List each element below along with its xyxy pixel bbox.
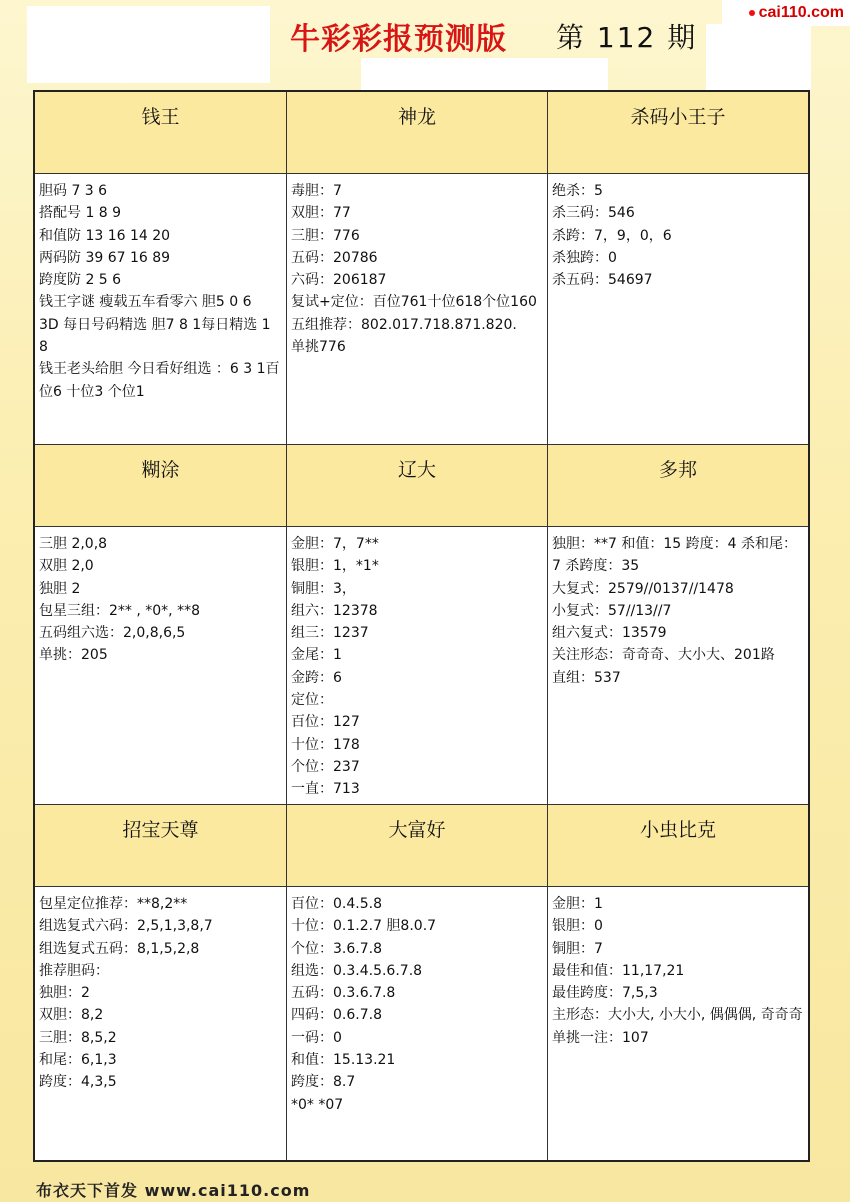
prediction-line: 三胆：776 xyxy=(291,227,360,244)
prediction-line: 杀三码：546 xyxy=(552,205,635,222)
expert-cell xyxy=(35,92,287,445)
prediction-line: 跨度：8.7 xyxy=(291,1074,356,1091)
prediction-line: 三胆：8,5,2 xyxy=(39,1029,117,1046)
blank-patch-left xyxy=(27,6,270,83)
prediction-line: 主形态：大小大, 小大小, 偶偶偶, 奇奇奇 xyxy=(552,1007,803,1024)
expert-predictions xyxy=(35,887,286,1098)
prediction-line: 最佳跨度：7,5,3 xyxy=(552,985,658,1002)
prediction-line: 搭配号 1 8 9 xyxy=(39,205,122,222)
prediction-line: 金胆：1 xyxy=(552,896,603,912)
prediction-line: 个位：237 xyxy=(291,758,360,775)
prediction-line: 独胆 2 xyxy=(39,580,81,597)
prediction-line: 胆码 7 3 6 xyxy=(39,183,108,199)
issue-number: 第 112 期 xyxy=(556,21,698,54)
logo-text: cai110.com xyxy=(758,4,844,21)
prediction-line: 钱王老头给胆 今日看好组选 ：6 3 1百位6 十位3 个位1 xyxy=(39,361,280,400)
expert-name: 招宝天尊 xyxy=(35,805,286,887)
expert-predictions xyxy=(548,887,808,1053)
prediction-line: 五码组六选：2,0,8,6,5 xyxy=(39,625,186,642)
expert-name: 糊涂 xyxy=(35,445,286,527)
prediction-line: 跨度：4,3,5 xyxy=(39,1074,117,1091)
prediction-line: 双胆 2,0 xyxy=(39,558,94,575)
prediction-line: 五码：0.3.6.7.8 xyxy=(291,985,396,1002)
prediction-line: 双胆：8,2 xyxy=(39,1007,104,1024)
prediction-line: 组六：12378 xyxy=(291,602,378,619)
page-title: 牛彩彩报预测版 xyxy=(290,22,507,57)
prediction-line: 十位：0.1.2.7 胆8.0.7 xyxy=(291,918,437,935)
prediction-line: 四码：0.6.7.8 xyxy=(291,1007,382,1024)
expert-name: 多邦 xyxy=(548,445,808,527)
prediction-line: 金胆：7，7** xyxy=(291,536,379,552)
prediction-line: 杀独跨：0 xyxy=(552,249,617,266)
expert-predictions xyxy=(35,527,286,671)
prediction-line: 金跨：6 xyxy=(291,669,342,686)
prediction-line: 钱王字谜 瘦载五车看零六 胆5 0 6 xyxy=(39,294,252,311)
expert-predictions xyxy=(287,527,547,805)
prediction-line: 组选复式五码：8,1,5,2,8 xyxy=(39,940,200,957)
prediction-line: 三胆 2,0,8 xyxy=(39,536,108,552)
prediction-line: 和值防 13 16 14 20 xyxy=(39,227,171,244)
expert-name: 大富好 xyxy=(287,805,547,887)
blank-patch-right xyxy=(706,24,811,90)
prediction-line: 两码防 39 67 16 89 xyxy=(39,249,171,266)
prediction-line: 跨度防 2 5 6 xyxy=(39,272,122,289)
expert-predictions xyxy=(548,174,808,295)
expert-predictions xyxy=(287,174,547,362)
prediction-line: 和尾：6,1,3 xyxy=(39,1052,117,1069)
prediction-line: 包星三组：2** , *0*, **8 xyxy=(39,602,200,619)
prediction-line: 独胆：**7 和值：15 跨度：4 杀和尾：7 杀跨度：35 xyxy=(552,536,797,575)
footer-credit: 布衣天下首发 www.cai110.com xyxy=(36,1181,311,1200)
expert-cell xyxy=(548,445,808,805)
prediction-line: 组三：1237 xyxy=(291,625,369,642)
prediction-line: 独胆：2 xyxy=(39,985,90,1002)
expert-cell xyxy=(287,92,548,445)
prediction-line: 和值：15.13.21 xyxy=(291,1052,396,1069)
prediction-line: 五码：20786 xyxy=(291,249,378,266)
prediction-line: 小复式：57//13//7 xyxy=(552,602,672,619)
prediction-line: 银胆：1，*1* xyxy=(291,558,379,575)
prediction-line: 金尾：1 xyxy=(291,647,342,664)
prediction-line: 五组推荐：802.017.718.871.820. xyxy=(291,316,517,333)
prediction-line: 单挑776 xyxy=(291,339,346,356)
expert-name: 小虫比克 xyxy=(548,805,808,887)
expert-name: 辽大 xyxy=(287,445,547,527)
prediction-line: 百位：127 xyxy=(291,714,360,731)
expert-predictions xyxy=(35,174,286,407)
prediction-line: 大复式：2579//0137//1478 xyxy=(552,580,734,597)
prediction-line: 杀跨：7，9，0，6 xyxy=(552,227,672,244)
prediction-line: 银胆：0 xyxy=(552,918,603,935)
prediction-line: 一码：0 xyxy=(291,1029,342,1046)
blank-patch-middle xyxy=(361,58,608,91)
prediction-line: 杀五码：54697 xyxy=(552,272,653,289)
logo-dot-icon xyxy=(749,10,755,16)
prediction-line: 关注形态：奇奇奇、大小大、201路 xyxy=(552,647,775,664)
prediction-line: 铜胆：3， xyxy=(291,580,356,597)
prediction-line: 一直：713 xyxy=(291,781,360,798)
expert-predictions xyxy=(548,527,808,693)
prediction-line: 毒胆：7 xyxy=(291,183,342,199)
prediction-line: 十位：178 xyxy=(291,736,360,753)
expert-predictions xyxy=(287,887,547,1120)
expert-cell xyxy=(548,92,808,445)
prediction-line: 单挑：205 xyxy=(39,647,108,664)
prediction-line: 组选复式六码：2,5,1,3,8,7 xyxy=(39,918,213,935)
prediction-line: 绝杀：5 xyxy=(552,183,603,199)
prediction-line: 六码：206187 xyxy=(291,272,387,289)
prediction-line: 最佳和值：11,17,21 xyxy=(552,962,685,979)
prediction-line: 包星定位推荐：**8,2** xyxy=(39,896,188,912)
expert-name: 神龙 xyxy=(287,92,547,174)
prediction-line: 3D 每日号码精选 胆7 8 1每日精选 1 8 xyxy=(39,316,276,356)
prediction-line: 组六复式：13579 xyxy=(552,625,667,642)
prediction-line: 双胆：77 xyxy=(291,205,351,222)
prediction-line: 组选：0.3.4.5.6.7.8 xyxy=(291,962,423,979)
prediction-line: 单挑一注：107 xyxy=(552,1029,649,1046)
prediction-table xyxy=(33,90,810,1162)
prediction-line: 百位：0.4.5.8 xyxy=(291,896,382,912)
expert-name: 杀码小王子 xyxy=(548,92,808,174)
expert-cell xyxy=(548,805,808,1160)
prediction-line: 直组：537 xyxy=(552,669,621,686)
site-logo[interactable] xyxy=(722,0,850,26)
expert-name: 钱王 xyxy=(35,92,286,174)
prediction-line: 定位： xyxy=(291,692,333,709)
expert-cell xyxy=(35,805,287,1160)
prediction-line: 复试+定位：百位761十位618个位160 xyxy=(291,294,537,311)
prediction-line: 铜胆：7 xyxy=(552,940,603,957)
expert-cell xyxy=(287,445,548,805)
prediction-line: 推荐胆码： xyxy=(39,962,109,979)
prediction-line: *0* *07 xyxy=(291,1096,344,1113)
prediction-line: 个位：3.6.7.8 xyxy=(291,940,382,957)
expert-cell xyxy=(35,445,287,805)
expert-cell xyxy=(287,805,548,1160)
